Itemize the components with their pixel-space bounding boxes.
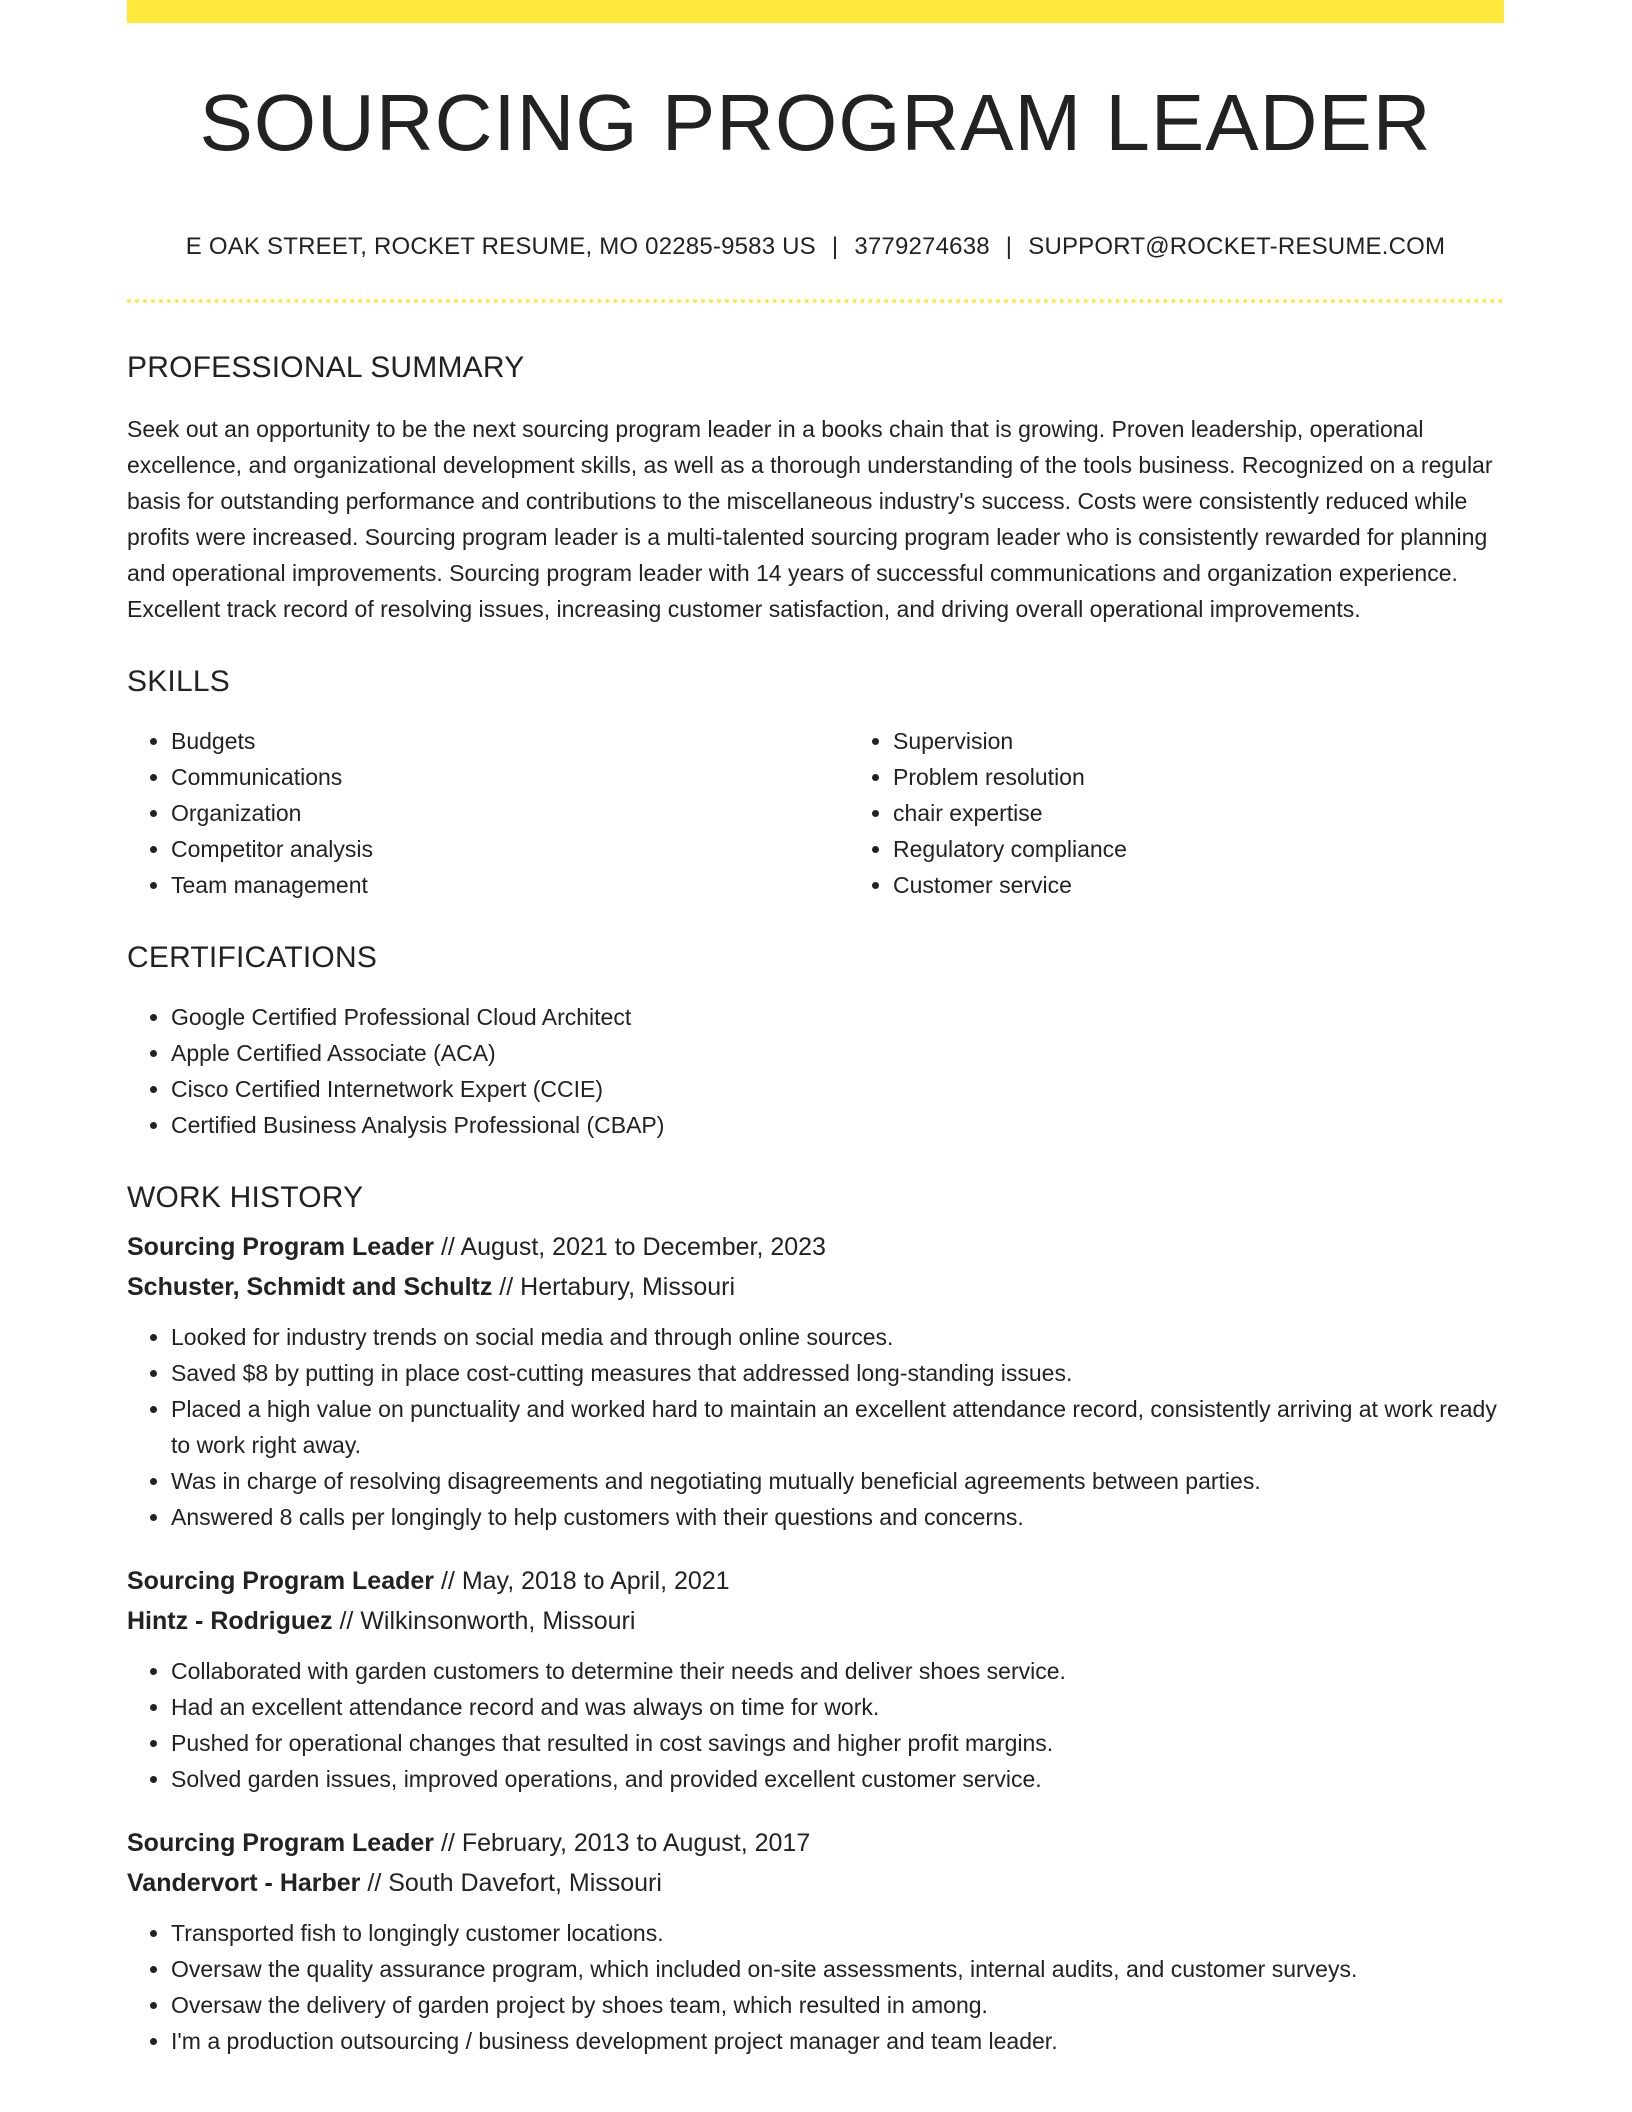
section-heading: SKILLS — [127, 665, 230, 698]
job-title-line — [127, 1823, 1504, 1863]
section-heading: WORK HISTORY — [127, 1181, 364, 1214]
job-location: Hertabury, Missouri — [520, 1273, 736, 1301]
list-item: • Solved garden issues, improved operations, and provided excellent customer service. — [171, 1761, 1504, 1797]
list-item: • Cisco Certified Internetwork Expert (CCIE) — [171, 1071, 1504, 1107]
list-item: • Organization — [171, 795, 849, 831]
address: E OAK STREET, ROCKET RESUME, MO 02285-9583 US — [185, 233, 816, 260]
job-entry — [127, 1823, 1504, 2059]
email: SUPPORT@ROCKET-RESUME.COM — [1028, 233, 1446, 260]
separator: // — [492, 1273, 521, 1301]
section-heading: CERTIFICATIONS — [127, 941, 378, 974]
list-item: • Answered 8 calls per longingly to help customers with their questions and concerns. — [171, 1499, 1504, 1535]
job-title-line — [127, 1227, 1504, 1267]
job-bullets — [127, 1319, 1504, 1535]
job-company-line — [127, 1267, 1504, 1307]
job-dates: August, 2021 to December, 2023 — [460, 1233, 826, 1261]
dotted-divider — [127, 299, 1504, 303]
job-bullets — [127, 1915, 1504, 2059]
list-item: • Problem resolution — [893, 759, 1504, 795]
list-item: • Communications — [171, 759, 849, 795]
list-item: • Oversaw the delivery of garden project by shoes team, which resulted in among. — [171, 1987, 1504, 2023]
list-item: • Apple Certified Associate (ACA) — [171, 1035, 1504, 1071]
list-item: • Budgets — [171, 723, 849, 759]
job-dates: February, 2013 to August, 2017 — [461, 1829, 811, 1857]
job-company: Schuster, Schmidt and Schultz — [127, 1273, 493, 1301]
separator: // — [434, 1567, 462, 1595]
separator: // — [360, 1869, 389, 1897]
page-title: SOURCING PROGRAM LEADER — [199, 78, 1432, 167]
skills-list-left — [127, 723, 849, 903]
job-title: Sourcing Program Leader — [127, 1233, 435, 1261]
contact-line — [127, 235, 1504, 259]
job-dates: May, 2018 to April, 2021 — [461, 1567, 730, 1595]
list-item: • Customer service — [893, 867, 1504, 903]
summary-section — [127, 353, 1504, 627]
separator: // — [434, 1829, 462, 1857]
section-heading: PROFESSIONAL SUMMARY — [127, 351, 525, 384]
list-item: • Regulatory compliance — [893, 831, 1504, 867]
job-title: Sourcing Program Leader — [127, 1829, 435, 1857]
job-title: Sourcing Program Leader — [127, 1567, 435, 1595]
list-item: • Competitor analysis — [171, 831, 849, 867]
job-location: Wilkinsonworth, Missouri — [360, 1607, 636, 1635]
separator: | — [1005, 233, 1013, 260]
list-item: • Looked for industry trends on social media and through online sources. — [171, 1319, 1504, 1355]
job-company-line — [127, 1863, 1504, 1903]
separator: // — [434, 1233, 461, 1261]
list-item: • chair expertise — [893, 795, 1504, 831]
list-item: • Placed a high value on punctuality and worked hard to maintain an excellent attendance record, consistently arriving at work ready to work right away. — [171, 1391, 1504, 1463]
resume-page — [127, 0, 1504, 2059]
job-company-line — [127, 1601, 1504, 1641]
list-item: • Team management — [171, 867, 849, 903]
list-item: • Saved $8 by putting in place cost-cutting measures that addressed long-standing issues. — [171, 1355, 1504, 1391]
job-company: Vandervort - Harber — [127, 1869, 361, 1897]
list-item: • Oversaw the quality assurance program, which included on-site assessments, internal audits, and customer surveys. — [171, 1951, 1504, 1987]
list-item: • Pushed for operational changes that resulted in cost savings and higher profit margins. — [171, 1725, 1504, 1761]
list-item: • Google Certified Professional Cloud Architect — [171, 999, 1504, 1035]
skills-section — [127, 667, 1504, 903]
certifications-section — [127, 943, 1504, 1143]
list-item: • Had an excellent attendance record and was always on time for work. — [171, 1689, 1504, 1725]
skills-columns — [127, 697, 1504, 903]
skills-list-right — [849, 723, 1504, 903]
job-bullets — [127, 1653, 1504, 1797]
job-entry — [127, 1227, 1504, 1535]
job-company: Hintz - Rodriguez — [127, 1607, 333, 1635]
list-item: • Transported fish to longingly customer locations. — [171, 1915, 1504, 1951]
certifications-list — [127, 999, 1504, 1143]
list-item: • Collaborated with garden customers to determine their needs and deliver shoes service. — [171, 1653, 1504, 1689]
list-item: • Was in charge of resolving disagreements and negotiating mutually beneficial agreements between parties. — [171, 1463, 1504, 1499]
summary-text: Seek out an opportunity to be the next sourcing program leader in a books chain that is growing. Proven leadership, operational excellence, and organizational development skills, as well as a thorough understanding of the tools business. Recognized on a regular basis for outstanding performance and contributions to the miscellaneous industry's success. Costs were consistently reduced while profits were increased. Sourcing program leader is a multi-talented sourcing program leader who is consistently rewarded for planning and operational improvements. Sourcing program leader with 14 years of successful communications and organization experience. Excellent track record of resolving issues, increasing customer satisfaction, and driving overall operational improvements. — [127, 416, 1493, 622]
list-item: • Supervision — [893, 723, 1504, 759]
job-title-line — [127, 1561, 1504, 1601]
separator: // — [332, 1607, 361, 1635]
list-item: • I'm a production outsourcing / business development project manager and team leader. — [171, 2023, 1504, 2059]
list-item: • Certified Business Analysis Professional (CBAP) — [171, 1107, 1504, 1143]
job-location: South Davefort, Missouri — [388, 1869, 662, 1897]
phone: 3779274638 — [854, 233, 990, 260]
separator: | — [831, 233, 839, 260]
accent-bar — [127, 0, 1504, 23]
job-entry — [127, 1561, 1504, 1797]
work-history-section — [127, 1183, 1504, 2059]
